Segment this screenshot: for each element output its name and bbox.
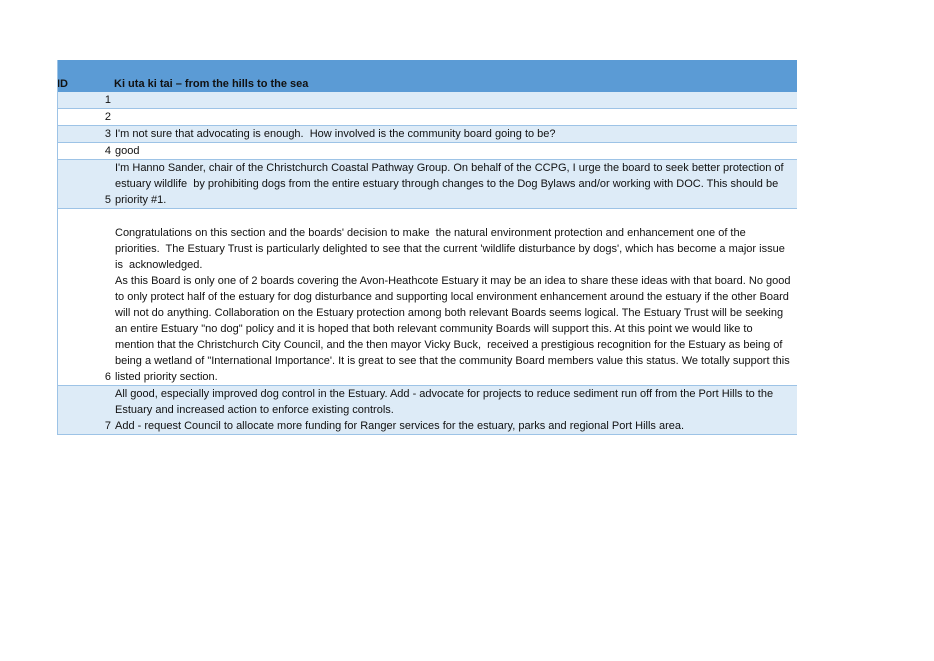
row-id-cell[interactable]: 3 bbox=[57, 126, 114, 143]
row-text-cell[interactable]: I'm Hanno Sander, chair of the Christchurch Coastal Pathway Group. On behalf of the CCPG, I urge the board to seek better protection of estuary wildlife by prohibiting dogs from the entire estuary through changes to the Dog Bylaws and/or working with DOC. This should be priority #1. bbox=[114, 160, 797, 209]
row-text-cell[interactable]: good bbox=[114, 143, 797, 160]
row-id-cell[interactable]: 5 bbox=[57, 160, 114, 209]
table-row bbox=[57, 386, 797, 435]
row-id-cell[interactable]: 2 bbox=[57, 109, 114, 126]
text-column-header[interactable]: Ki uta ki tai – from the hills to the sea bbox=[114, 60, 797, 92]
table-row bbox=[57, 92, 797, 109]
row-text-cell[interactable]: I'm not sure that advocating is enough. How involved is the community board going to be? bbox=[114, 126, 797, 143]
row-id-cell[interactable]: 4 bbox=[57, 143, 114, 160]
row-text-cell[interactable]: All good, especially improved dog control in the Estuary. Add - advocate for projects to reduce sediment run off from the Port Hills to the Estuary and increased action to enforce existing controls. Add - request Council to allocate more funding for Ranger services for the estuary, parks and regional Port Hills area. bbox=[114, 386, 797, 435]
spreadsheet-table bbox=[57, 60, 797, 435]
table-left-border bbox=[57, 60, 58, 435]
row-text-cell[interactable] bbox=[114, 92, 797, 109]
table-row bbox=[57, 126, 797, 143]
table-row bbox=[57, 109, 797, 126]
row-id-cell[interactable]: 7 bbox=[57, 386, 114, 435]
row-text-cell[interactable] bbox=[114, 109, 797, 126]
table-row bbox=[57, 160, 797, 209]
id-column-header[interactable]: ID bbox=[57, 60, 114, 92]
table-row bbox=[57, 209, 797, 386]
row-id-cell[interactable]: 6 bbox=[57, 209, 114, 386]
table-row bbox=[57, 143, 797, 160]
header-row bbox=[57, 60, 797, 92]
row-id-cell[interactable]: 1 bbox=[57, 92, 114, 109]
row-text-cell[interactable]: Congratulations on this section and the boards' decision to make the natural environment protection and enhancement one of the priorities. The Estuary Trust is particularly delighted to see that the current 'wildlife disturbance by dogs', which has become a major issue is acknowledged. As this Board is only one of 2 boards covering the Avon-Heathcote Estuary it may be an idea to share these ideas with that board. No good to only protect half of the estuary for dog disturbance and supporting local environment enhancement around the estuary if the other Board will not do anything. Collaboration on the Estuary protection among both relevant Boards seems logical. The Estuary Trust will be seeking an entire Estuary "no dog" policy and it is hoped that both relevant community Boards will support this. At this point we would like to mention that the Christchurch City Council, and the then mayor Vicky Buck, received a prestigious recognition for the Estuary as being of being a wetland of "International Importance'. It is great to see that the community Board members value this status. We totally support this listed priority section. bbox=[114, 209, 797, 386]
